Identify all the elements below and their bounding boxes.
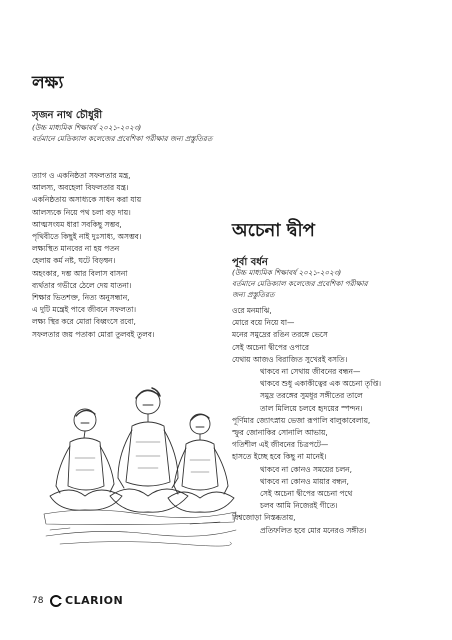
logo-text: CLARION (65, 594, 124, 607)
poem2-line: গতিশীল এই জীবনের চিত্রপটে— (232, 440, 329, 450)
poem2-line: সেই অচেনা দ্বীপের অচেনা পথে (260, 489, 353, 499)
poem1-subtitle-line1: (উচ্চ মাধ্যমিক শিক্ষাবর্ষ ২০২১-২০২৩) (32, 123, 142, 132)
poem2-line: সেই অচেনা দ্বীপের ওপারে (232, 342, 309, 352)
poem2-body (232, 305, 442, 537)
poem1-line: একনিষ্ঠতায় অসাধ্যকে সাধন করা যায় (32, 195, 142, 205)
poem2-subtitle-line1: (উচ্চ মাধ্যমিক শিক্ষাবর্ষ ২০২১-২০২৩) (232, 268, 342, 277)
poem2-subtitle-line3: জন্য প্রস্তুতিরত (232, 290, 275, 299)
publication-logo (50, 594, 123, 607)
poem2-line: প্রতিফলিত হবে মোর মনেরও সঙ্গীত। (260, 525, 367, 535)
poem2-line: হাসতে ইচ্ছে হবে কিছু না মানেই। (232, 452, 327, 462)
poem1-line: এ দুটি মন্ত্রেই পাবে জীবনে সফলতা। (32, 305, 137, 315)
poem2-line: থাকবে না কোনও মায়ার বন্ধন, (260, 476, 349, 486)
poem1-author: সৃজন নাথ চৌধুরী (32, 110, 103, 121)
poem2-line: ওরে মনমাঝি, (232, 306, 272, 315)
poem1-line: পৃথিবীতে কিছুই নাই দুঃসাধ্য, অসম্ভব। (32, 232, 142, 242)
poem1-line: সফলতার জয় পতাকা মোরা তুলবই তুলব। (32, 329, 155, 339)
poem1-line: আলস্যকে নিয়ে পথ চলা বড় দায়। (32, 207, 131, 217)
poem1-subtitle-line2: বর্তমানে মেডিক্যাল কলেজের প্রবেশিকা পরীক্ষার জন্য প্রস্তুতিরত (32, 134, 213, 143)
poem2-line: স্ফুর জোনাকির সোনালি আভায়, (232, 428, 328, 438)
poem2-line: যেথায় আজও বিরাজিত সুখেরই বসতি। (232, 354, 348, 364)
poem1-line: আত্মসংযম ধারা সবকিছু সম্ভব, (32, 219, 122, 229)
poem1-line: আলস্য, অবহেলা বিফলতার যন্ত্র। (32, 183, 129, 193)
poem2-line: থাকবে শুধু একাকীত্বের এক অচেনা তৃপ্তি। (260, 379, 382, 389)
poem1-line: ত্যাগ ও একনিষ্ঠতা সফলতার মন্ত্র, (32, 171, 131, 180)
poem2-line: মনের সমুদ্রের রঙিন তরঙ্গে ভেসে (232, 330, 328, 340)
meditation-illustration (40, 346, 240, 556)
poem1-line: লক্ষ্য স্থির করে মোরা বিধ্বংসে রবো, (32, 317, 136, 327)
poem1-line: শিক্ষার ভিতশক্ত, নিত্য অনুসন্ধান, (32, 293, 130, 303)
poem2-line: তাল মিলিয়ে চলবে হৃদয়ের স্পন্দন। (260, 403, 363, 413)
clarion-logo-icon (50, 595, 62, 607)
poem1-line: লক্ষ্যস্থিত মানবের না হয় পতন (32, 244, 120, 254)
poem1-line: ব্যর্থতার গভীরে ঠেলে দেয় যাতনা। (32, 280, 132, 290)
poem1-title: লক্ষ্য (32, 73, 64, 93)
poem2-line: থাকবে না কোনও সময়ের চলন, (260, 464, 352, 474)
poem2-author: পূর্বা বর্ধন (232, 257, 268, 268)
poem2-subtitle-line2: বর্তমানে মেডিক্যাল কলেজের প্রবেশিকা পরীক্ষার (232, 279, 368, 288)
poem2-line: সমুদ্র তরঙ্গের সুমধুর সঙ্গীতের তালে (260, 391, 363, 401)
poem2-line: পূর্ণিমার জ্যোৎস্নায় ভেজা রূপালি বালুকাবেলায়, (232, 415, 371, 425)
poem2-line: মোরে বয়ে নিয়ে যা— (232, 318, 295, 328)
poem2-line: থাকবে না সেথায় জীবনের বন্ধন— (260, 367, 361, 377)
poem1-line: অহংকার, দম্ভ আর বিলাস বাসনা (32, 268, 128, 278)
poem2-title: অচেনা দ্বীপ (232, 220, 315, 241)
poem2-line: বিশ্বজোড়া নিস্তব্ধতায়, (232, 513, 296, 523)
page-number: 78 (32, 596, 44, 606)
poem1-body (32, 170, 232, 341)
poem2-line: চলব আমি নিজেরই গীতে। (260, 501, 338, 511)
poem1-line: হেলায় কর্ম নষ্ট, ঘটে বিড়ম্বন। (32, 256, 116, 266)
